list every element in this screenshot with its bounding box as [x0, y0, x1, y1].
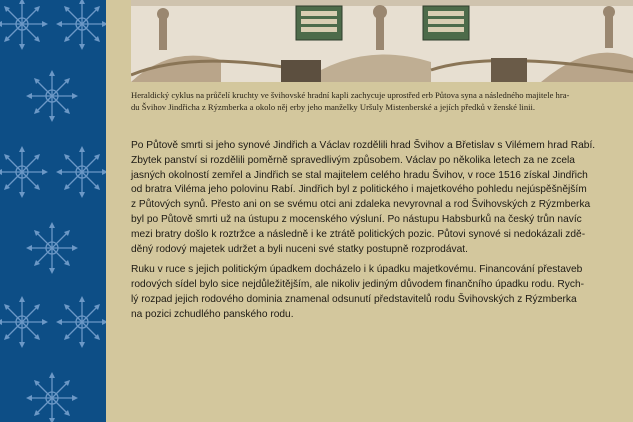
text-line: na pozici zchudlého panského rodu.: [131, 308, 294, 320]
text-line: mezi bratry došlo k roztržce a následně i ke ztrátě politických pozic. Půtovi synové si nedokázali zdě-: [131, 228, 586, 240]
text-line: byl po Půtově smrti už na ústupu z mocenského výsluní. Po nástupu Habsburků na český trůn navíc: [131, 213, 582, 225]
sidebar-pattern: [0, 0, 106, 422]
paragraph-2: [131, 263, 631, 322]
text-line: z Půtových synů. Přesto ani on se svému otci ani zdaleka nevyrovnal a rod Švihovských z Rýzmberka: [131, 199, 591, 211]
text-line: Po Půtově smrti si jeho synové Jindřich a Václav rozdělili hrad Švihov a Břetislav s Vilémem hrad Rabí.: [131, 140, 596, 151]
photo-caption: [131, 90, 626, 113]
text-line: děný rodový majetek udržet a byli nuceni své statky postupně rozprodávat.: [131, 243, 468, 255]
text-line: lý rozpad jejich rodového dominia znamenal odsunutí představitelů rodu Švihovských z Rýzmberka: [131, 293, 577, 305]
text-line: jasných okolností zemřel a Jindřich se stal majitelem celého hradu Švihov, v roce 1516 získal Jindřich: [131, 169, 588, 181]
heraldic-photo: [131, 0, 633, 82]
text-line: od bratra Viléma jeho polovinu Rabí. Jindřich byl z politického i majetkového pohledu nejúspěšnějším: [131, 184, 587, 196]
caption-line: du Švihov Jindřicha z Rýzmberka a okolo něj erby jeho manželky Uršuly Mistenberské a jejích předků v ženské linii.: [131, 101, 536, 112]
body-text: [131, 139, 631, 323]
caption-line: Heraldický cyklus na průčelí kruchty ve švihovské hradní kapli zachycuje uprostřed erb Půtova syna a následného majitele hra-: [131, 90, 570, 100]
text-line: rodových sídel bylo sice nejdůležitějším, ale nikoliv jediným důvodem finančního úpadku rodu. Rych-: [131, 279, 585, 291]
compass-star-pattern-icon: [0, 0, 106, 422]
paragraph-1: [131, 139, 631, 257]
text-line: Zbytek panství si rozdělili poměrně spravedlivým způsobem. Václav po několika letech za ne zcela: [131, 154, 575, 166]
text-line: Ruku v ruce s jejich politickým úpadkem docházelo i k úpadku majetkovému. Financování přestaveb: [131, 264, 583, 276]
